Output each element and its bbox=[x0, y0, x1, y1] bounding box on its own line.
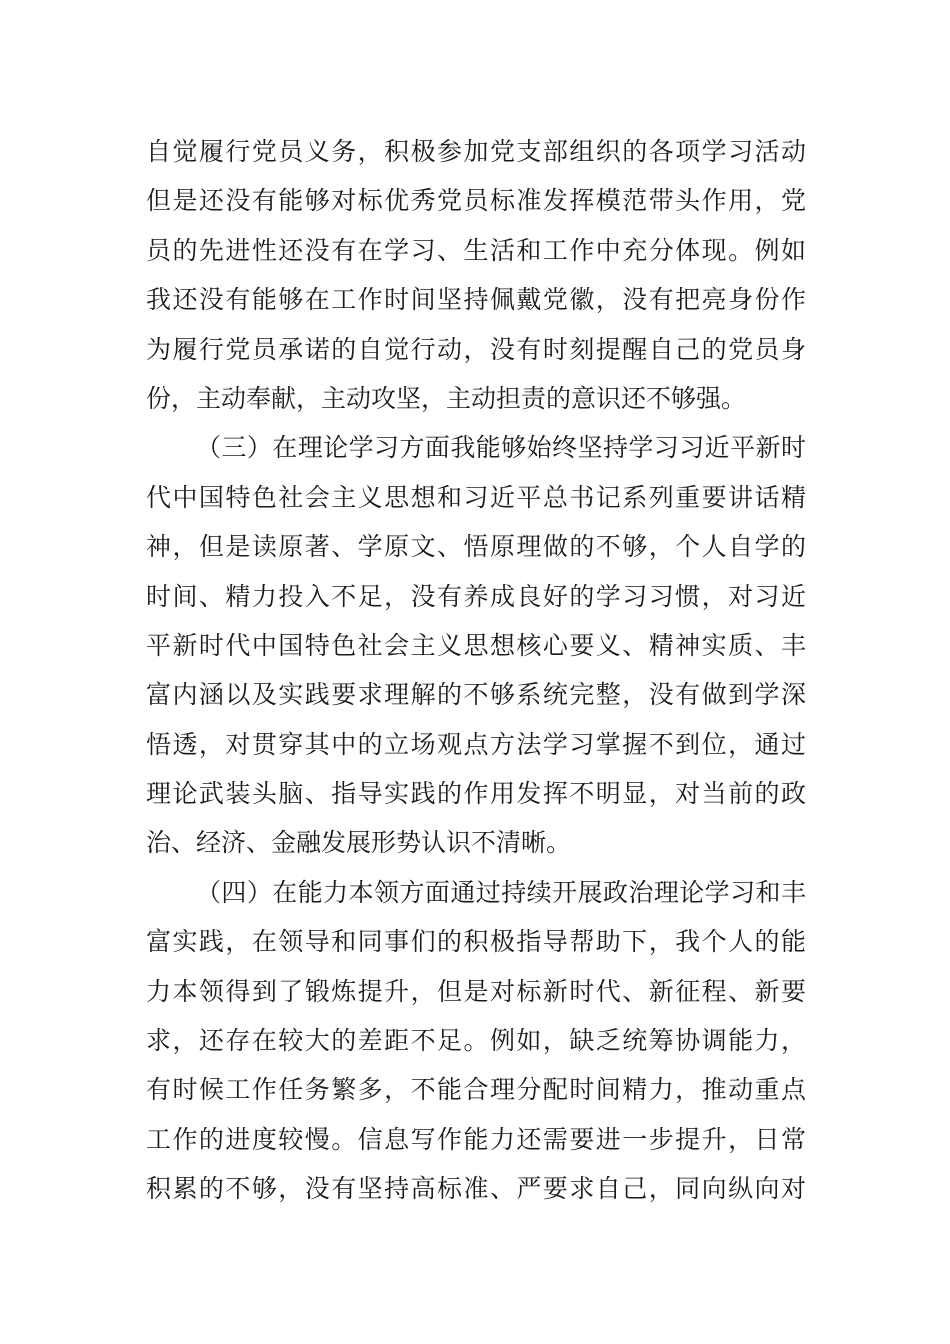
text-line: 富实践，在领导和同事们的积极指导帮助下，我个人的能 bbox=[146, 927, 806, 957]
text-line: 我还没有能够在工作时间坚持佩戴党徽，没有把亮身份作 bbox=[146, 285, 806, 315]
text-line: 为履行党员承诺的自觉行动，没有时刻提醒自己的党员身 bbox=[146, 334, 806, 364]
text-line: 有时候工作任务繁多，不能合理分配时间精力，推动重点 bbox=[146, 1075, 806, 1105]
text-line: 悟透，对贯穿其中的立场观点方法学习掌握不到位，通过 bbox=[146, 729, 806, 759]
text-line: 富内涵以及实践要求理解的不够系统完整，没有做到学深 bbox=[146, 680, 806, 710]
text-line: 积累的不够，没有坚持高标准、严要求自己，同向纵向对 bbox=[146, 1174, 806, 1204]
text-line: 时间、精力投入不足，没有养成良好的学习习惯，对习近 bbox=[146, 581, 806, 611]
text-line: 力本领得到了锻炼提升，但是对标新时代、新征程、新要 bbox=[146, 976, 806, 1006]
text-line: 理论武装头脑、指导实践的作用发挥不明显，对当前的政 bbox=[146, 779, 806, 809]
text-line: 但是还没有能够对标优秀党员标准发挥模范带头作用，党 bbox=[146, 186, 806, 216]
text-line: 神，但是读原著、学原文、悟原理做的不够，个人自学的 bbox=[146, 532, 806, 562]
text-line: 员的先进性还没有在学习、生活和工作中充分体现。例如 bbox=[146, 235, 806, 265]
text-line: 自觉履行党员义务，积极参加党支部组织的各项学习活动 bbox=[146, 137, 806, 166]
text-line: 份，主动奉献，主动攻坚，主动担责的意识还不够强。 bbox=[146, 383, 747, 413]
text-line: 治、经济、金融发展形势认识不清晰。 bbox=[146, 828, 572, 858]
body-text bbox=[146, 127, 806, 1214]
paragraph-start-line: （三）在理论学习方面我能够始终坚持学习习近平新时 bbox=[196, 433, 806, 463]
text-line: 工作的进度较慢。信息写作能力还需要进一步提升，日常 bbox=[146, 1124, 806, 1154]
text-line: 求，还存在较大的差距不足。例如，缺乏统筹协调能力， bbox=[146, 1026, 806, 1056]
text-line: 代中国特色社会主义思想和习近平总书记系列重要讲话精 bbox=[146, 482, 806, 512]
paragraph-start-line: （四）在能力本领方面通过持续开展政治理论学习和丰 bbox=[196, 877, 806, 907]
text-line: 平新时代中国特色社会主义思想核心要义、精神实质、丰 bbox=[146, 630, 806, 660]
